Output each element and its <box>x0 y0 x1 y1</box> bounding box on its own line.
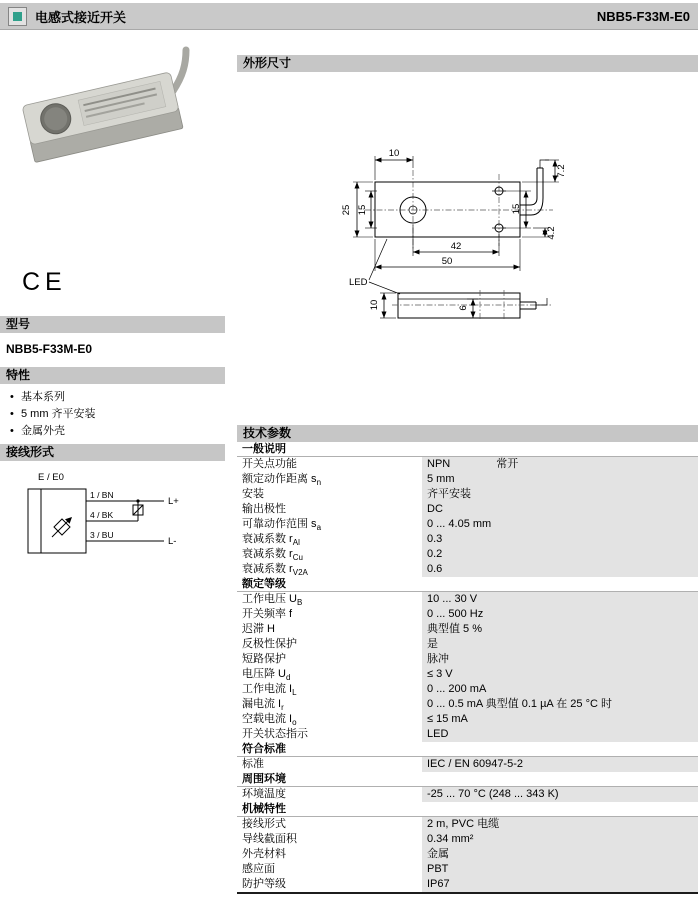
spec-value: ≤ 3 V <box>422 667 698 682</box>
product-photo <box>8 46 208 242</box>
spec-row <box>237 637 698 652</box>
spec-row <box>237 682 698 697</box>
feature-list <box>0 384 225 438</box>
spec-row <box>237 622 698 637</box>
spec-value: 0.2 <box>422 547 698 562</box>
spec-value: LED <box>422 727 698 742</box>
wiring-diagram-svg <box>14 469 214 581</box>
features-heading: 特性 <box>0 367 225 384</box>
spec-value: 0.6 <box>422 562 698 577</box>
spec-label: 工作电压 $U_B$ <box>242 593 303 608</box>
spec-row <box>237 832 698 847</box>
spec-section-title: 周围环境 <box>237 772 698 787</box>
terminal-plus: L+ <box>168 496 179 507</box>
spec-label: 短路保护 <box>242 653 286 665</box>
spec-label: 衰减系数 $r_{Cu}$ <box>242 548 303 563</box>
sensor-icon-core <box>13 12 22 21</box>
spec-value: IEC / EN 60947-5-2 <box>422 757 698 772</box>
spec-row <box>237 877 698 892</box>
spec-section-title: 额定等级 <box>237 577 698 592</box>
dim-label-flange-height: 6 <box>458 305 469 311</box>
spec-value: IP67 <box>422 877 698 892</box>
spec-label: 可靠动作范围 $s_a$ <box>242 518 322 533</box>
left-column <box>0 40 225 586</box>
spec-row <box>237 532 698 547</box>
dim-label-hole-distance: 42 <box>450 241 462 252</box>
wiring-diagram <box>14 469 225 586</box>
spec-label: 外壳材料 <box>242 848 286 860</box>
led-label: LED <box>349 277 368 288</box>
spec-value: -25 ... 70 °C (248 ... 343 K) <box>422 787 698 802</box>
terminal-minus: L- <box>168 536 177 547</box>
spec-label: 额定动作距离 $s_n$ <box>242 473 322 488</box>
spec-row <box>237 847 698 862</box>
spec-value: 齐平安装 <box>422 487 698 502</box>
pin-label-bu: 3 / BU <box>90 530 114 540</box>
dim-label-length: 50 <box>441 256 453 267</box>
spec-value: 典型值 5 % <box>422 622 698 637</box>
spec-table <box>237 442 698 894</box>
spec-value: 2 m, PVC 电缆 <box>422 817 698 832</box>
spec-label: 导线截面积 <box>242 833 297 845</box>
sensor-symbol-box <box>28 489 86 553</box>
spec-section-title: 机械特性 <box>237 802 698 817</box>
spec-value: 金属 <box>422 847 698 862</box>
spec-row <box>237 457 698 472</box>
spec-value: 0 ... 0.5 mA 典型值 0.1 µA 在 25 °C 时 <box>422 697 698 712</box>
spec-row <box>237 517 698 532</box>
feature-item: • 5 mm 齐平安装 <box>10 408 219 421</box>
spec-row <box>237 562 698 577</box>
product-photo-illustration <box>8 46 208 236</box>
spec-section-title: 一般说明 <box>237 442 698 457</box>
spec-row <box>237 487 698 502</box>
spec-label: 衰减系数 $r_{Al}$ <box>242 533 300 548</box>
spec-value: ≤ 15 mA <box>422 712 698 727</box>
spec-row <box>237 472 698 487</box>
doc-title: 电感式接近开关 <box>35 9 127 25</box>
dim-label-cable-offset: 7.2 <box>556 164 567 178</box>
spec-label: 标准 <box>242 758 264 770</box>
spec-row <box>237 547 698 562</box>
spec-label: 开关点功能 <box>242 458 297 470</box>
spec-row <box>237 727 698 742</box>
spec-value: 5 mm <box>422 472 698 487</box>
dim-label-side-height: 10 <box>369 299 380 311</box>
spec-value: 0.34 mm² <box>422 832 698 847</box>
spec-label: 防护等级 <box>242 878 286 890</box>
housing-outline-top-view <box>375 182 520 237</box>
spec-label: 迟滞 H <box>242 623 275 635</box>
spec-value: 是 <box>422 637 698 652</box>
inductive-sensor-icon <box>8 7 27 26</box>
spec-value: 10 ... 30 V <box>422 592 698 607</box>
spec-row <box>237 757 698 772</box>
dimensions-heading: 外形尺寸 <box>237 55 698 72</box>
spec-label: 漏电流 $I_r$ <box>242 698 284 713</box>
spec-section-title: 符合标准 <box>237 742 698 757</box>
spec-value: 0 ... 200 mA <box>422 682 698 697</box>
tech-heading: 技术参数 <box>237 425 698 442</box>
feature-item: • 金属外壳 <box>10 425 219 438</box>
spec-row <box>237 787 698 802</box>
spec-label: 开关状态指示 <box>242 728 308 740</box>
spec-row <box>237 667 698 682</box>
dim-label-flange-bottom: 4.2 <box>546 226 557 240</box>
connection-heading: 接线形式 <box>0 444 225 461</box>
dim-label-offset: 10 <box>388 148 400 159</box>
sensor-cable <box>173 50 186 91</box>
dim-label-height: 25 <box>341 204 352 216</box>
dim-label-left-inner: 15 <box>357 204 368 216</box>
spec-label: 空载电流 $I_o$ <box>242 713 297 728</box>
spec-label: 输出极性 <box>242 503 286 515</box>
header-bar <box>0 3 698 30</box>
spec-value: NPN 常开 <box>422 457 698 472</box>
spec-value: PBT <box>422 862 698 877</box>
model-heading: 型号 <box>0 316 225 333</box>
spec-row <box>237 712 698 727</box>
spec-label: 反极性保护 <box>242 638 297 650</box>
spec-row <box>237 607 698 622</box>
spec-value: 0 ... 4.05 mm <box>422 517 698 532</box>
spec-row <box>237 862 698 877</box>
spec-label: 安装 <box>242 488 264 500</box>
dimension-drawing-svg <box>237 72 698 425</box>
spec-value: 0 ... 500 Hz <box>422 607 698 622</box>
spec-row <box>237 592 698 607</box>
spec-row <box>237 697 698 712</box>
spec-value: 0.3 <box>422 532 698 547</box>
spec-row <box>237 502 698 517</box>
spec-value: 脉冲 <box>422 652 698 667</box>
spec-label: 衰减系数 $r_{V2A}$ <box>242 563 308 578</box>
ce-mark: CE <box>22 268 67 296</box>
spec-label: 感应面 <box>242 863 275 875</box>
spec-row <box>237 652 698 667</box>
right-column <box>237 55 698 894</box>
spec-label: 环境温度 <box>242 788 286 800</box>
spec-label: 接线形式 <box>242 818 286 830</box>
feature-item: • 基本系列 <box>10 391 219 404</box>
model-value: NBB5-F33M-E0 <box>6 342 93 356</box>
part-number: NBB5-F33M-E0 <box>596 8 690 24</box>
pin-label-bn: 1 / BN <box>90 490 114 500</box>
wiring-variant-label: E / E0 <box>38 472 64 483</box>
spec-label: 工作电流 $I_L$ <box>242 683 297 698</box>
dim-label-hole-spacing: 15 <box>511 203 522 215</box>
spec-row <box>237 817 698 832</box>
pin-label-bk: 4 / BK <box>90 510 114 520</box>
spec-label: 电压降 $U_d$ <box>242 668 291 683</box>
spec-label: 开关频率 f <box>242 608 293 620</box>
spec-value: DC <box>422 502 698 517</box>
dimension-drawing <box>237 72 698 425</box>
